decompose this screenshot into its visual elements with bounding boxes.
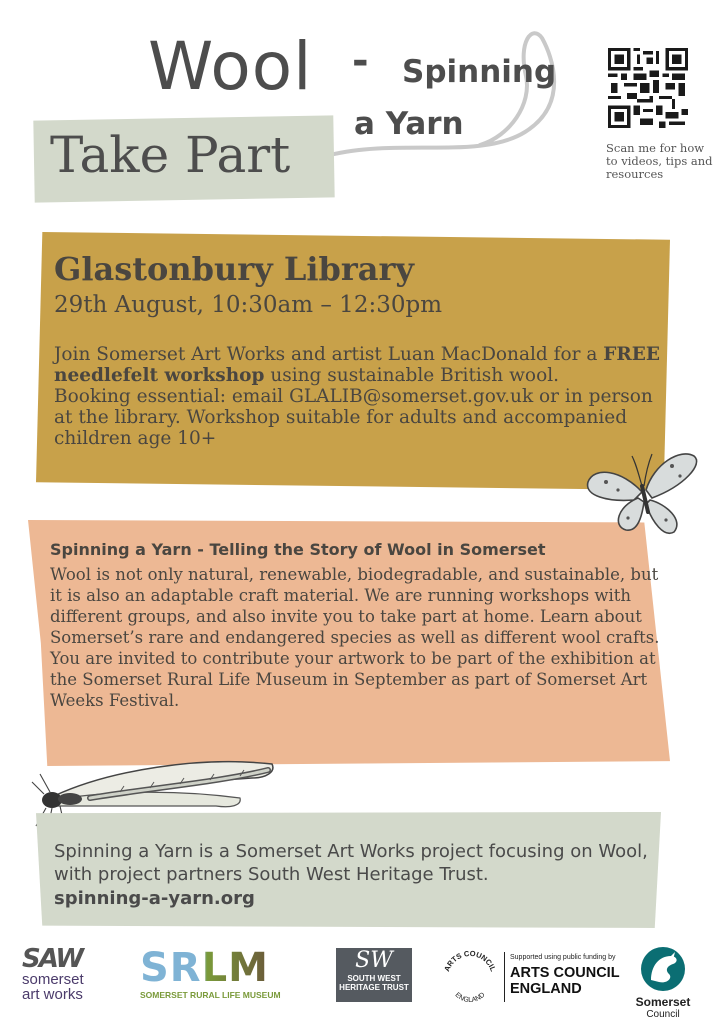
event-body-part-2: using sustainable British wool. xyxy=(264,365,560,386)
title-dash: - xyxy=(352,38,369,84)
take-part-heading: Take Part xyxy=(50,126,291,184)
qr-caption: Scan me for how to videos, tips and resources xyxy=(606,141,713,181)
swht-mark: SW xyxy=(355,948,393,973)
arts-council-england-logo[interactable] xyxy=(438,944,618,1008)
butterfly-illustration-icon xyxy=(582,446,704,538)
arts-council-line-1: ARTS COUNCIL xyxy=(510,965,620,981)
svg-text:ENGLAND xyxy=(454,992,487,1005)
south-west-heritage-trust-logo[interactable] xyxy=(336,948,412,1002)
saw-line-1: somerset xyxy=(22,971,84,988)
project-website-link[interactable]: spinning-a-yarn.org xyxy=(54,888,255,909)
event-date: 29th August, 10:30am – 12:30pm xyxy=(54,292,443,318)
somerset-council-line-1: Somerset xyxy=(635,995,691,1009)
event-venue: Glastonbury Library xyxy=(54,250,414,288)
story-body: Wool is not only natural, renewable, biodegradable, and sustainable, but it is also an adaptable craft material. We are running workshops with different groups, and also invite you to take part at home. Learn about Somerset’s rare and endangered species as well as different wool crafts. You are invited to contribute your artwork to be part of the exhibition at the Somerset Rural Life Museum in September as part of Somerset Art Weeks Festival. xyxy=(50,565,660,710)
arts-council-line-2: ENGLAND xyxy=(510,981,582,997)
event-body-part-1: Join Somerset Art Works and artist Luan MacDonald for a xyxy=(54,344,604,365)
qr-code-icon[interactable] xyxy=(608,48,688,128)
event-booking-info: Booking essential: email GLALIB@somerset.gov.uk or in person at the library. Workshop suitable for adults and accompanied children age 10+ xyxy=(54,386,653,449)
arts-council-ring-top: ARTS COUNCIL xyxy=(442,948,498,973)
title-wool: Wool xyxy=(148,28,313,105)
arts-council-divider xyxy=(504,952,505,1002)
srlm-subtitle: SOMERSET RURAL LIFE MUSEUM xyxy=(140,990,281,1000)
story-title: Spinning a Yarn - Telling the Story of Wool in Somerset xyxy=(50,540,546,559)
saw-mark: SAW xyxy=(22,944,83,974)
somerset-council-logo[interactable] xyxy=(626,946,700,1020)
wyvern-icon xyxy=(637,946,689,992)
event-description xyxy=(54,344,666,449)
event-body-bold: FREE needlefelt workshop xyxy=(54,344,660,386)
saw-line-2: art works xyxy=(22,986,83,1003)
somerset-council-line-2: Council xyxy=(646,1009,680,1020)
arts-council-supported-text: Supported using public funding by xyxy=(510,954,616,961)
somerset-art-works-logo[interactable] xyxy=(22,946,114,1002)
swht-line-1: SOUTH WEST xyxy=(347,974,401,983)
svg-text:ARTS COUNCIL xyxy=(442,949,498,973)
somerset-rural-life-museum-logo[interactable] xyxy=(140,945,300,1000)
project-info-text: Spinning a Yarn is a Somerset Art Works project focusing on Wool, with project partners South West Heritage Trust. xyxy=(54,841,648,885)
srlm-mark: SRLM xyxy=(140,945,269,991)
swht-line-2: HERITAGE TRUST xyxy=(339,983,409,992)
partner-logos xyxy=(0,940,723,1020)
title-spinning: Spinning xyxy=(402,54,557,90)
arts-council-ring-icon xyxy=(438,944,502,1008)
title-a-yarn: a Yarn xyxy=(354,106,464,142)
arts-council-ring-bottom: ENGLAND xyxy=(453,991,487,1005)
